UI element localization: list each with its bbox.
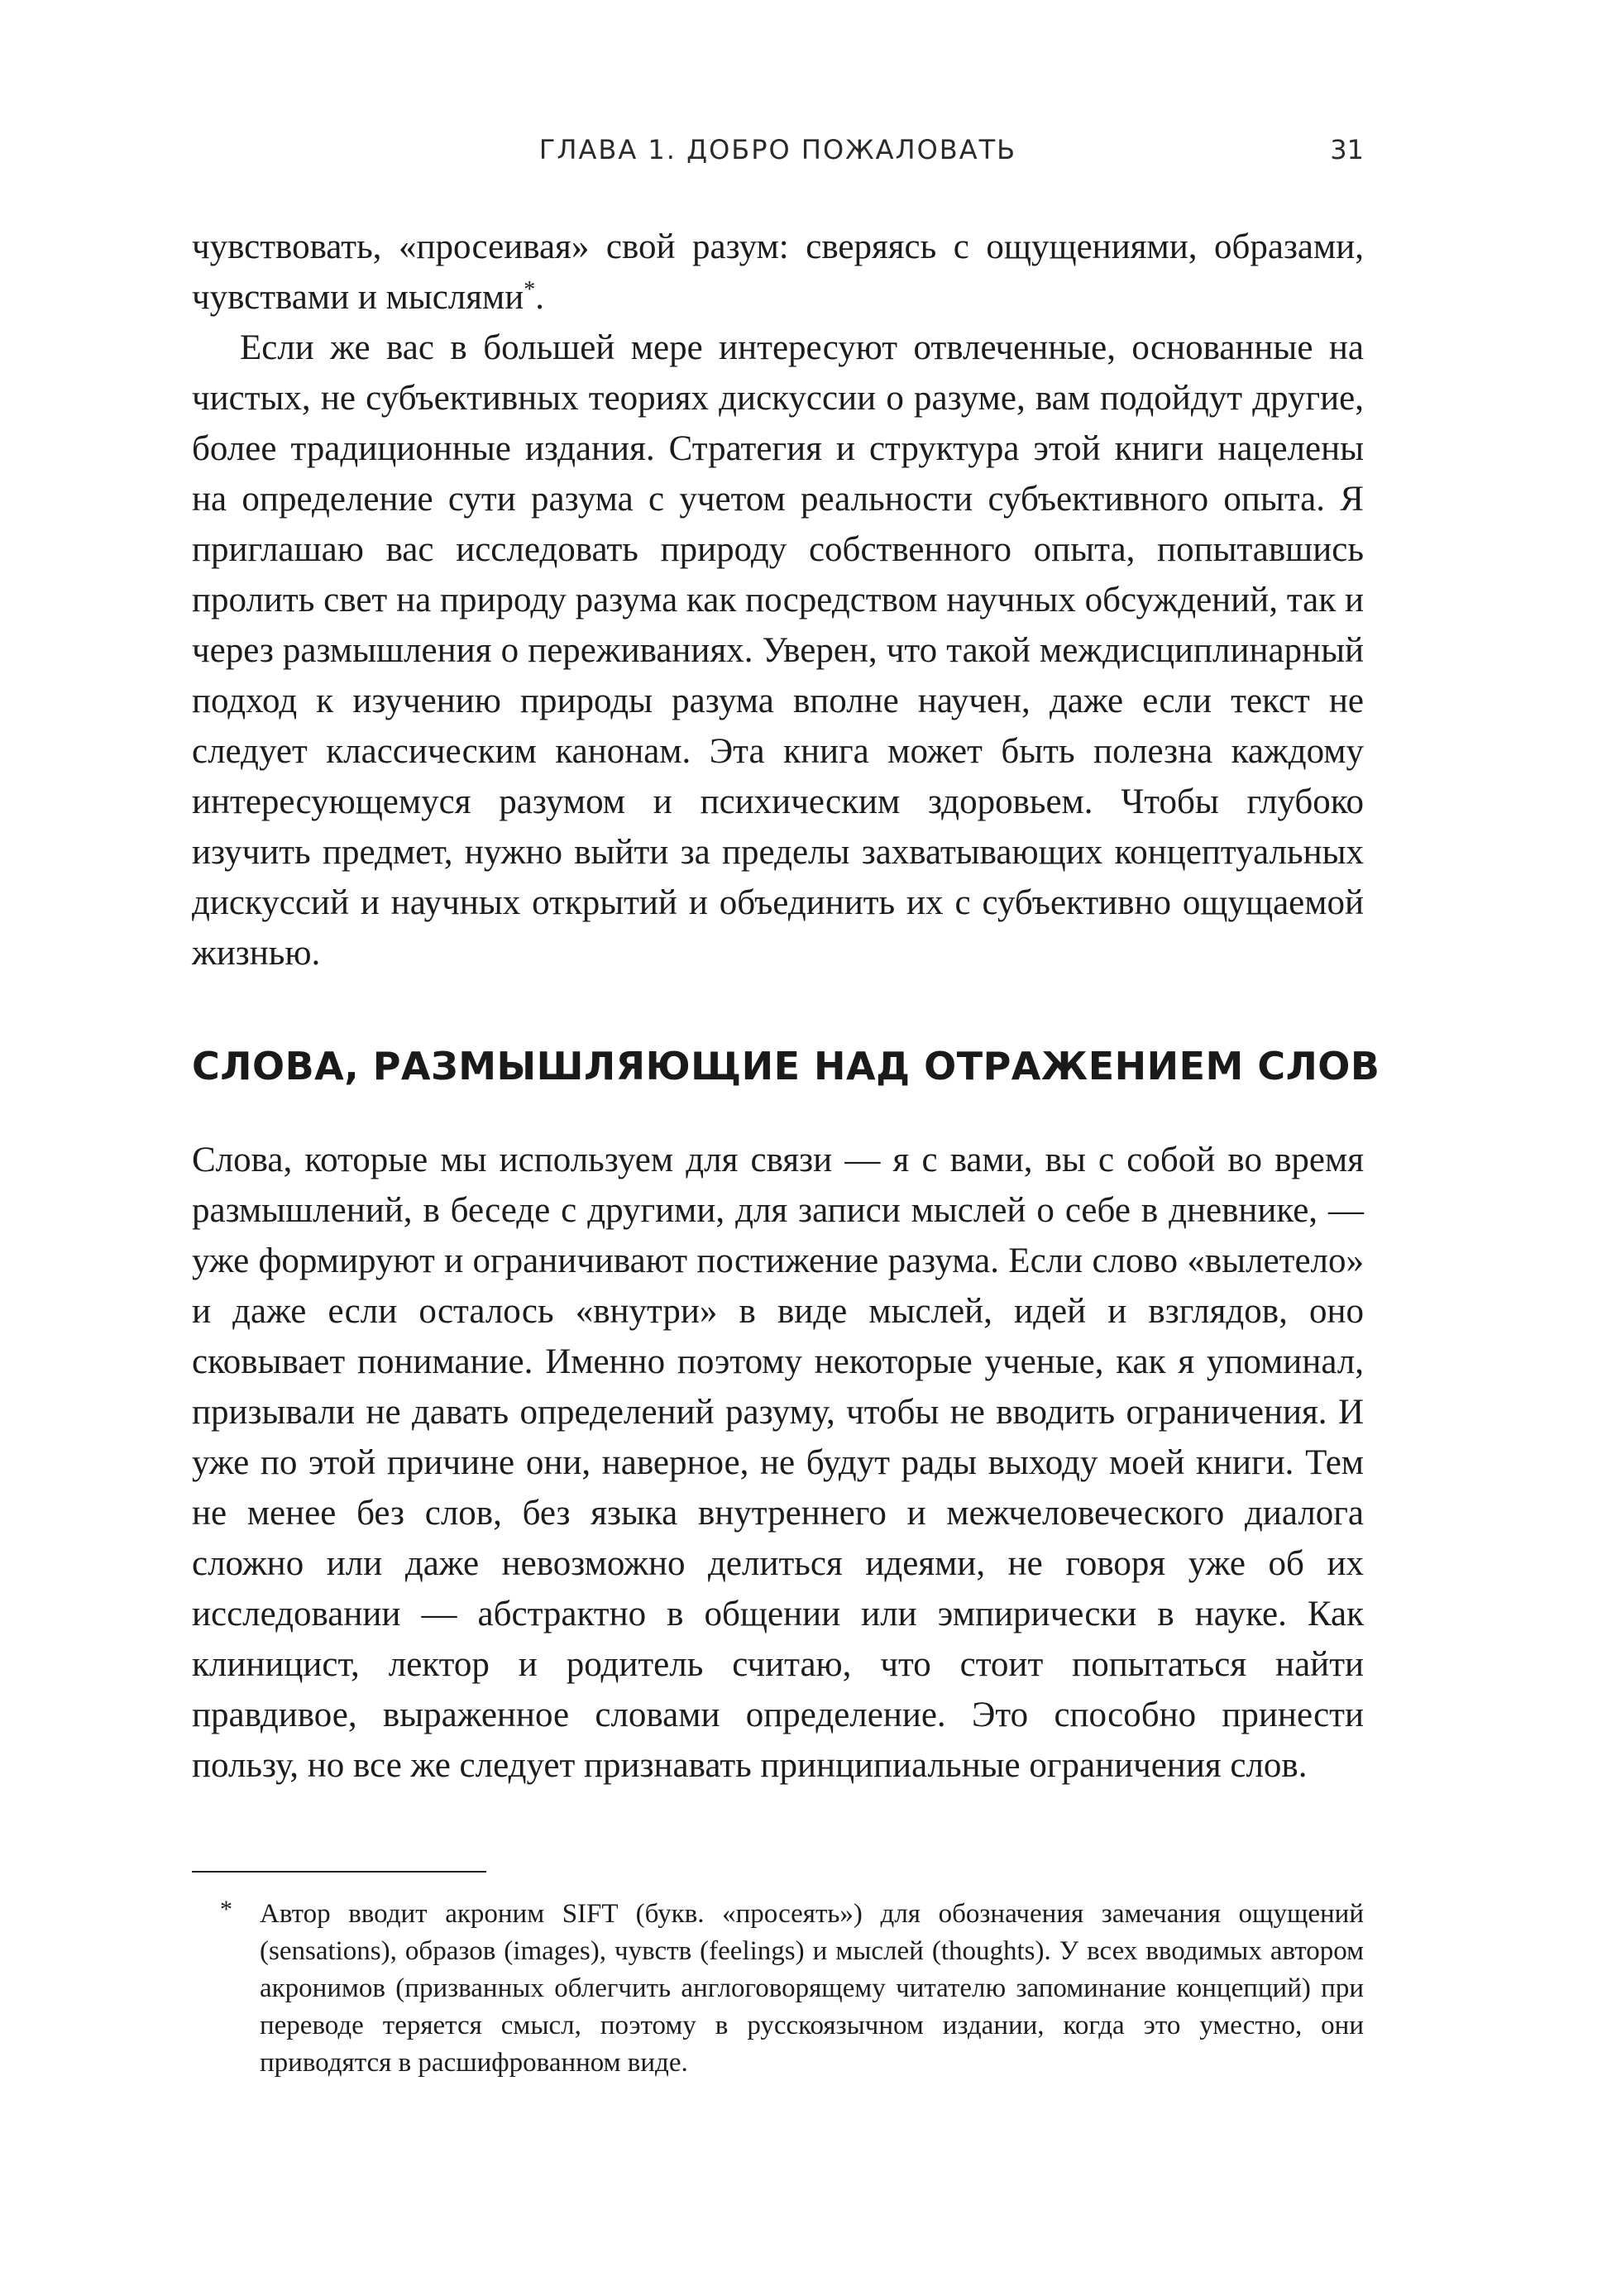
running-head	[192, 134, 1364, 175]
section-heading: СЛОВА, РАЗМЫШЛЯЮЩИЕ НАД ОТРАЖЕНИЕМ СЛОВ	[192, 1044, 1380, 1088]
paragraph-text: чувствовать, «просеивая» свой разум: сверяясь с ощущениями, образами, чувствами и мыслями	[192, 227, 1364, 317]
footnote-text: Автор вводит акроним SIFT (букв. «просеять») для обозначения замечания ощущений (sensations), образов (images), чувств (feelings) и мыслей (thoughts). У всех вводимых автором акронимов (призванных облегчить англоговорящему читателю запоминание концепций) при переводе теряется смысл, поэтому в русскоязычном издании, когда это уместно, они приводятся в расшифрованном виде.	[260, 1899, 1364, 2078]
paragraph: чувствовать, «просеивая» свой разум: сверяясь с ощущениями, образами, чувствами и мыслями*.	[192, 227, 1364, 317]
section-intro-text	[192, 222, 1364, 978]
footnote-marker: *	[220, 1896, 232, 1923]
page-number: 31	[1330, 134, 1364, 165]
footnote	[192, 1891, 1364, 2082]
paragraph: Слова, которые мы используем для связи — я с вами, вы с собой во время размышлений, в беседе с другими, для записи мыслей о себе в дневнике, — уже формируют и ограничивают постижение разума. Если слово «вылетело» и даже если осталось «внутри» в виде мыслей, идей и взглядов, оно сковывает понимание. Именно поэтому некоторые ученые, как я упоминал, призывали не давать определений разуму, чтобы не вводить ограничения. И уже по этой причине они, наверное, не будут рады выходу моей книги. Тем не менее без слов, без языка внутреннего и межчеловеческого диалога сложно или даже невозможно делиться идеями, не говоря уже об их исследовании — абстрактно в общении или эмпирически в науке. Как клиницист, лектор и родитель считаю, что стоит попытаться найти правдивое, выраженное словами определение. Это способно принести пользу, но все же следует признавать принципиальные ограничения слов.	[192, 1141, 1364, 1785]
section-body-text	[192, 1135, 1364, 1791]
chapter-title: ГЛАВА 1. ДОБРО ПОЖАЛОВАТЬ	[538, 134, 1017, 165]
footnote-divider	[192, 1871, 486, 1873]
footnote-reference: *	[524, 277, 536, 303]
paragraph: Если же вас в большей мере интересуют отвлеченные, основанные на чистых, не субъективных теориях дискуссии о разуме, вам подойдут другие, более традиционные издания. Стратегия и структура этой книги нацелены на определение сути разума с учетом реальности субъективного опыта. Я приглашаю вас исследовать природу собственного опыта, попытавшись пролить свет на природу разума как посредством научных обсуждений, так и через размышления о переживаниях. Уверен, что такой междисциплинарный подход к изучению природы разума вполне научен, даже если текст не следует классическим канонам. Эта книга может быть полезна каждому интересующемуся разумом и психическим здоровьем. Чтобы глубоко изучить предмет, нужно выйти за пределы захватывающих концептуальных дискуссий и научных открытий и объединить их с субъективно ощущаемой жизнью.	[192, 328, 1364, 973]
